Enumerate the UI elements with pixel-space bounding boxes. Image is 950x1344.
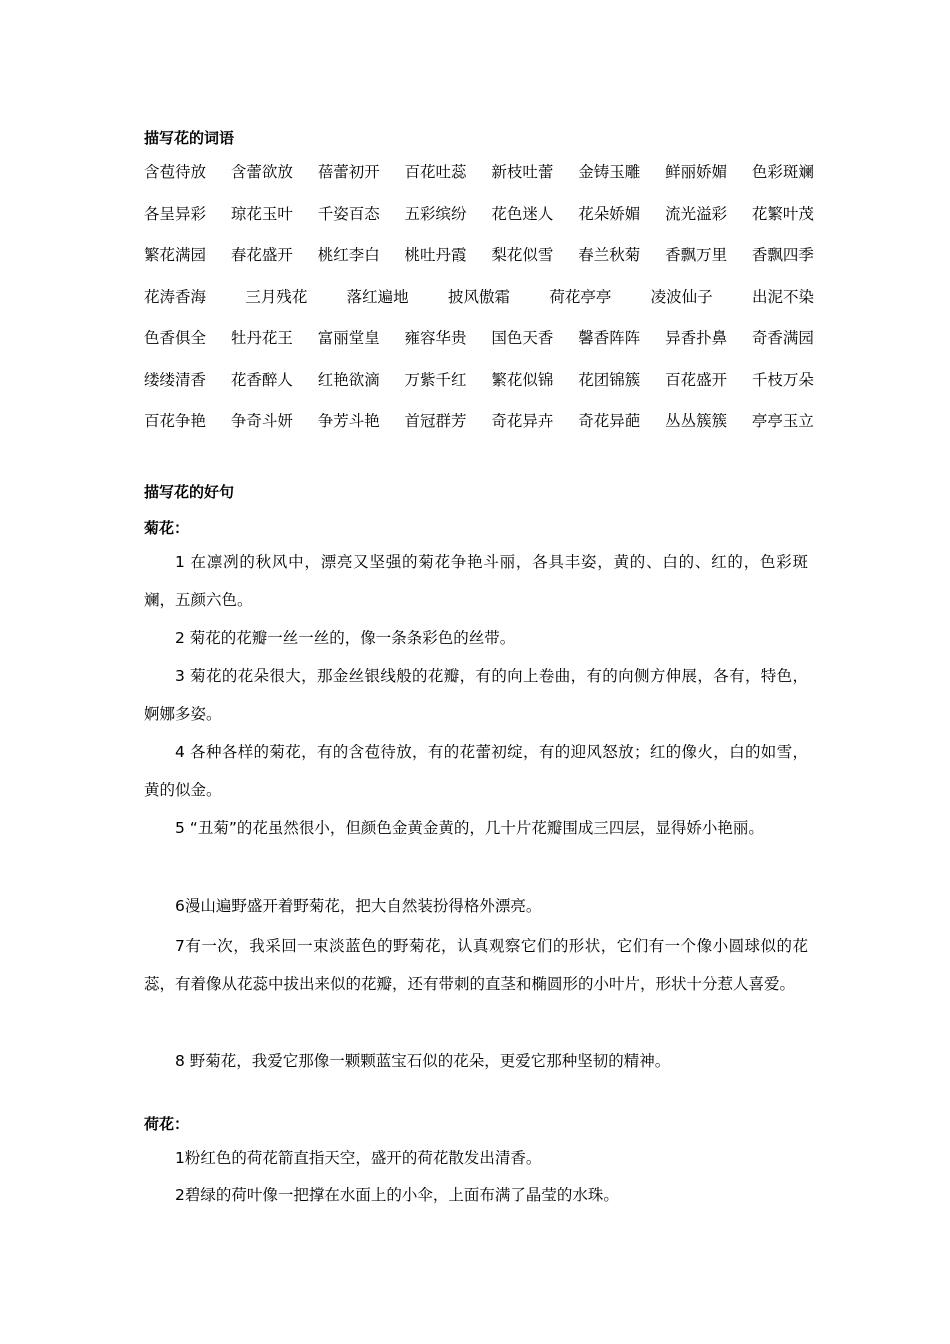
word-item: 琼花玉叶 — [230, 204, 293, 223]
word-item: 出泥不染 — [751, 287, 814, 306]
word-item: 百花盛开 — [665, 370, 728, 389]
section-title-sentences: 描写花的好句 — [144, 483, 235, 501]
word-grid — [144, 160, 814, 451]
sentence-paragraph: 6漫山遍野盛开着野菊花，把大自然装扮得格外漂亮。 — [175, 897, 542, 915]
sentence-paragraph: 1粉红色的荷花箭直指天空，盛开的荷花散发出清香。 — [175, 1149, 542, 1167]
word-item: 繁花满园 — [144, 246, 207, 264]
word-item: 色彩斑斓 — [751, 163, 814, 181]
word-item: 五彩缤纷 — [404, 204, 467, 223]
word-item: 争奇斗妍 — [230, 412, 293, 430]
word-item: 含蕾欲放 — [230, 163, 293, 181]
sentence-paragraph: 4 各种各样的菊花，有的含苞待放，有的花蕾初绽，有的迎风怒放；红的像火，白的如雪，黄的似金。 — [144, 743, 808, 799]
section-title-words: 描写花的词语 — [144, 129, 235, 147]
word-row — [144, 409, 814, 451]
word-item: 丛丛簇簇 — [665, 412, 728, 430]
word-item: 牡丹花王 — [230, 329, 293, 347]
word-item: 雍容华贵 — [404, 329, 467, 347]
sentence-paragraph: 1 在凛冽的秋风中，漂亮又坚强的菊花争艳斗丽，各具丰姿，黄的、白的、红的，色彩斑斓，五颜六色。 — [144, 553, 808, 609]
word-row — [144, 368, 814, 410]
word-item: 奇香满园 — [751, 329, 814, 347]
subheading-juhua: 菊花： — [144, 519, 190, 537]
word-item: 花色迷人 — [491, 204, 554, 223]
word-item: 万紫千红 — [404, 370, 467, 389]
word-item: 披风傲霜 — [447, 287, 510, 306]
sentence-paragraph: 8 野菊花，我爱它那像一颗颗蓝宝石似的花朵，更爱它那种坚韧的精神。 — [175, 1052, 671, 1070]
word-item: 花涛香海 — [144, 287, 207, 306]
word-item: 三月残花 — [245, 287, 308, 306]
word-item: 新枝吐蕾 — [491, 163, 554, 181]
word-item: 金铸玉雕 — [578, 163, 641, 181]
word-item: 梨花似雪 — [491, 246, 554, 264]
word-row — [144, 285, 814, 327]
word-item: 奇花异卉 — [491, 412, 554, 430]
word-item: 争芳斗艳 — [317, 412, 380, 430]
word-row — [144, 202, 814, 244]
sentence-paragraph: 7有一次，我采回一束淡蓝色的野菊花，认真观察它们的形状，它们有一个像小圆球似的花蕊，有着像从花蕊中拔出来似的花瓣，还有带刺的直茎和椭圆形的小叶片，形状十分惹人喜爱。 — [144, 937, 808, 993]
word-item: 花朵娇媚 — [578, 204, 641, 223]
word-item: 异香扑鼻 — [665, 329, 728, 347]
word-item: 桃吐丹霞 — [404, 246, 467, 264]
word-item: 花香醉人 — [230, 370, 293, 389]
word-row — [144, 160, 814, 202]
word-item: 春兰秋菊 — [578, 246, 641, 264]
word-row — [144, 243, 814, 285]
word-item: 国色天香 — [491, 329, 554, 347]
word-item: 繁花似锦 — [491, 370, 554, 389]
word-item: 百花争艳 — [144, 412, 207, 430]
word-item: 香飘万里 — [665, 246, 728, 264]
word-item: 亭亭玉立 — [751, 412, 814, 430]
word-item: 香飘四季 — [751, 246, 814, 264]
word-item: 奇花异葩 — [578, 412, 641, 430]
word-item: 含苞待放 — [144, 163, 207, 181]
word-item: 千枝万朵 — [751, 370, 814, 389]
word-row — [144, 326, 814, 368]
word-item: 百花吐蕊 — [404, 163, 467, 181]
sentence-paragraph: 3 菊花的花朵很大，那金丝银线般的花瓣，有的向上卷曲，有的向侧方伸展，各有，特色，婀娜多姿。 — [144, 667, 808, 723]
word-item: 首冠群芳 — [404, 412, 467, 430]
word-item: 春花盛开 — [230, 246, 293, 264]
word-item: 流光溢彩 — [665, 204, 728, 223]
sentence-paragraph: 5 “丑菊”的花虽然很小，但颜色金黄金黄的，几十片花瓣围成三四层，显得娇小艳丽。 — [175, 819, 764, 837]
word-item: 馨香阵阵 — [578, 329, 641, 347]
sentence-paragraph: 2 菊花的花瓣一丝一丝的，像一条条彩色的丝带。 — [175, 629, 516, 647]
word-item: 各呈异彩 — [144, 204, 207, 223]
word-item: 鲜丽娇媚 — [665, 163, 728, 181]
word-item: 色香俱全 — [144, 329, 207, 347]
subheading-hehua: 荷花： — [144, 1115, 190, 1133]
word-item: 花团锦簇 — [578, 370, 641, 389]
word-item: 落红遍地 — [346, 287, 409, 306]
word-item: 蓓蕾初开 — [317, 163, 380, 181]
word-item: 富丽堂皇 — [317, 329, 380, 347]
word-item: 花繁叶茂 — [751, 204, 814, 223]
word-item: 红艳欲滴 — [317, 370, 380, 389]
word-item: 桃红李白 — [317, 246, 380, 264]
word-item: 缕缕清香 — [144, 370, 207, 389]
sentence-paragraph: 2碧绿的荷叶像一把撑在水面上的小伞，上面布满了晶莹的水珠。 — [175, 1186, 619, 1204]
word-item: 荷花亭亭 — [549, 287, 612, 306]
word-item: 凌波仙子 — [650, 287, 713, 306]
word-item: 千姿百态 — [317, 204, 380, 223]
